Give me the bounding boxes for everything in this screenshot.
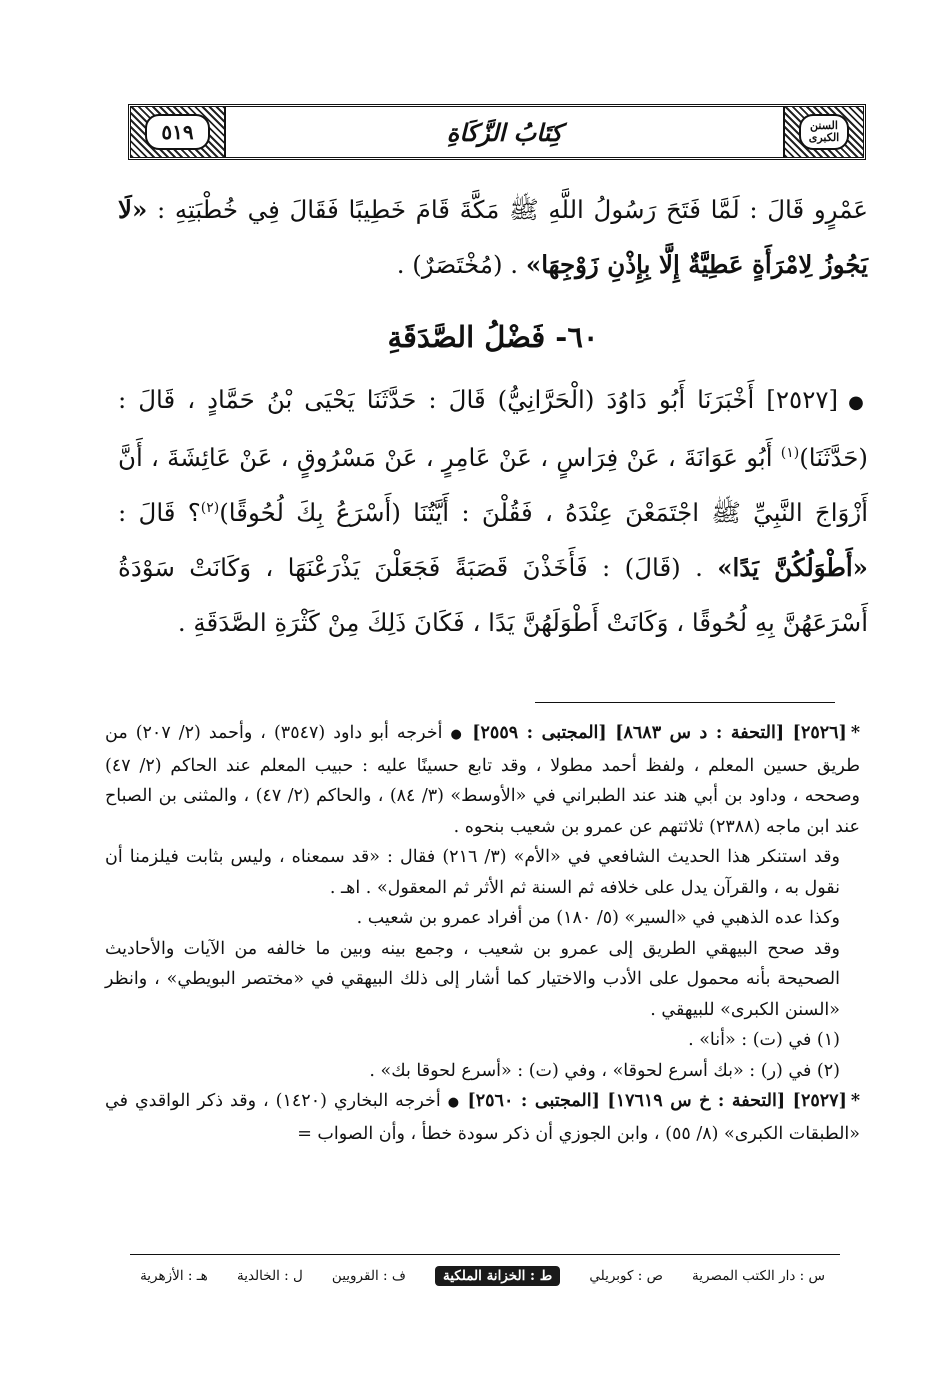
star-marker: * bbox=[850, 1091, 860, 1111]
logo-ornament bbox=[783, 107, 863, 157]
footnote-2527-dot: ● bbox=[447, 1095, 461, 1110]
footnote-2527-ref: [٢٥٢٧] [التحفة : خ س ١٧٦١٩] [المجتبى : ٢٥٦٠] bbox=[467, 1091, 847, 1111]
manuscript-sigla bbox=[140, 1266, 825, 1286]
sigla-s: س : دار الكتب المصرية bbox=[692, 1268, 825, 1284]
logo-emblem: السنن الكبرى bbox=[799, 114, 849, 150]
main-text bbox=[118, 182, 868, 650]
page-header bbox=[128, 104, 866, 160]
sigla-divider bbox=[130, 1254, 840, 1255]
hadith-text-4: . (قَالَ) : فَأَخَذْنَ قَصَبَةً فَجَعَلْنَ يَذْرَعْنَهَا ، وَكَانَتْ سَوْدَةُ أَسْرَعَهُنَّ بِهِ لُحُوقًا ، وَكَانَتْ أَطْوَلَهُنَّ يَدًا ، فَكَانَ ذَلِكَ مِنْ كَثْرَةِ الصَّدَقَةِ . bbox=[118, 553, 868, 637]
hadith-quote: «أَطْوَلُكُنَّ يَدًا» bbox=[717, 553, 868, 582]
footnote-2526-para-3: وكذا عده الذهبي في «السير» (٥/ ١٨٠) من أفراد عمرو بن شعيب . bbox=[356, 908, 840, 928]
page-number: ٥١٩ bbox=[145, 114, 210, 150]
sigla-ta: ط : الخزانة الملكية bbox=[435, 1266, 560, 1286]
footnote-2526-ref: [٢٥٢٦] [التحفة : د س ٨٦٨٣] [المجتبى : ٢٥٥٩] bbox=[472, 723, 847, 743]
hadith-paragraph bbox=[118, 372, 868, 650]
footnote-2527-text: أخرجه البخاري (١٤٢٠) ، وقد ذكر الواقدي في «الطبقات الكبرى» (٨/ ٥٥) ، وابن الجوزي أن ذكر سودة خطأ ، وأن الصواب = bbox=[105, 1091, 860, 1144]
continuation-text: عَمْرٍو قَالَ : لَمَّا فَتَحَ رَسُولُ اللَّهِ ﷺ مَكَّةَ قَامَ خَطِيبًا فَقَالَ فِي خُطْبَتِهِ : bbox=[147, 195, 868, 224]
footnote-2526-text: أخرجه أبو داود (٣٥٤٧) ، وأحمد (٢/ ٢٠٧) من طريق حسين المعلم ، ولفظ أحمد مطولا ، وقد تابع حسينًا عليه : حبيب المعلم عند الحاكم (٢/ ٤٧) وصححه ، وداود بن أبي هند عند الطبراني في «الأوسط» (٣/ ٨٤) ، والحاكم (٢/ ٤٧) ، والمثنى بن الصباح عند ابن ماجه (٢٣٨٨) ثلاثتهم عن عمرو بن شعيب بنحوه . bbox=[105, 723, 861, 837]
footnote-marker-2: (٢) bbox=[200, 499, 220, 516]
footnote-2526-dot: ● bbox=[450, 727, 465, 742]
footnote-2526-para-4: وقد صحح البيهقي الطريق إلى عمرو بن شعيب ، وجمع بينه وبين ما خالفه من الآيات والأحاديث الصحيحة بأنه محمول على الأدب والاختيار كما أشار إلى ذلك البيهقي في «مختصر البويطي» ، وانظر «السنن الكبرى» للبيهقي . bbox=[105, 938, 840, 1020]
footnote-1: (١) في (ت) : «أنا» . bbox=[688, 1030, 840, 1050]
chapter-heading: ٦٠- فَضْلُ الصَّدَقَةِ bbox=[387, 320, 599, 354]
footnote-marker-1: (١) bbox=[780, 444, 800, 461]
sigla-lam: ل : الخالدية bbox=[236, 1268, 303, 1284]
hadith-text-1: [٢٥٢٧] أَخْبَرَنَا أَبُو دَاوُدَ (الْحَرَّانِيُّ) قَالَ : حَدَّثَنَا يَحْيَى بْنُ حَمَّادٍ ، قَالَ : (حَدَّثَنَا) bbox=[118, 385, 868, 472]
continuation-end: . (مُخْتَصَرٌ) . bbox=[396, 250, 526, 279]
hadith-text-3: ؟ قَالَ : bbox=[118, 498, 201, 527]
footnotes-divider bbox=[535, 702, 835, 703]
book-title: كِتَابُ الزَّكَاةِ bbox=[446, 117, 563, 147]
footnote-2: (٢) في (ر) : «بك أسرع لحوقا» ، وفي (ت) : «أسرع لحوقا بك» . bbox=[369, 1060, 840, 1081]
page-number-ornament bbox=[131, 107, 226, 157]
sigla-fa: ف : القرويين bbox=[331, 1268, 406, 1284]
footnote-2526-para-2: وقد استنكر هذا الحديث الشافعي في «الأم» (٣/ ٢١٦) فقال : «قد سمعناه ، وليس بثابت فيلزمنا أن نقول به ، والقرآن يدل على خلافه ثم السنة ثم الأثر ثم المعقول» . اهـ . bbox=[105, 847, 841, 898]
star-marker: * bbox=[850, 723, 860, 743]
footnotes bbox=[105, 718, 860, 1149]
sigla-sad: ص : كوبريلي bbox=[589, 1268, 663, 1284]
continuation-paragraph bbox=[118, 182, 868, 292]
footnote-2526 bbox=[105, 718, 860, 842]
continuation-quote: «لَا يَجُوزُ لِامْرَأَةٍ عَطِيَّةٌ إِلَّا بِإِذْنِ زَوْجِهَا» bbox=[118, 195, 868, 279]
hadith-text-2: أَبُو عَوَانَةَ ، عَنْ فِرَاسٍ ، عَنْ عَامِرٍ ، عَنْ مَسْرُوقٍ ، عَنْ عَائِشَةَ ، أَنَّ أَزْوَاجَ النَّبِيِّ ﷺ اجْتَمَعْنَ عِنْدَهُ ، فَقُلْنَ : أَيَّتُنَا (أَسْرَعُ بِكَ لُحُوقًا) bbox=[118, 443, 869, 527]
hadith-bullet: ● bbox=[848, 392, 868, 413]
sigla-ha: هـ : الأزهرية bbox=[140, 1268, 208, 1284]
footnote-2527 bbox=[105, 1086, 860, 1149]
